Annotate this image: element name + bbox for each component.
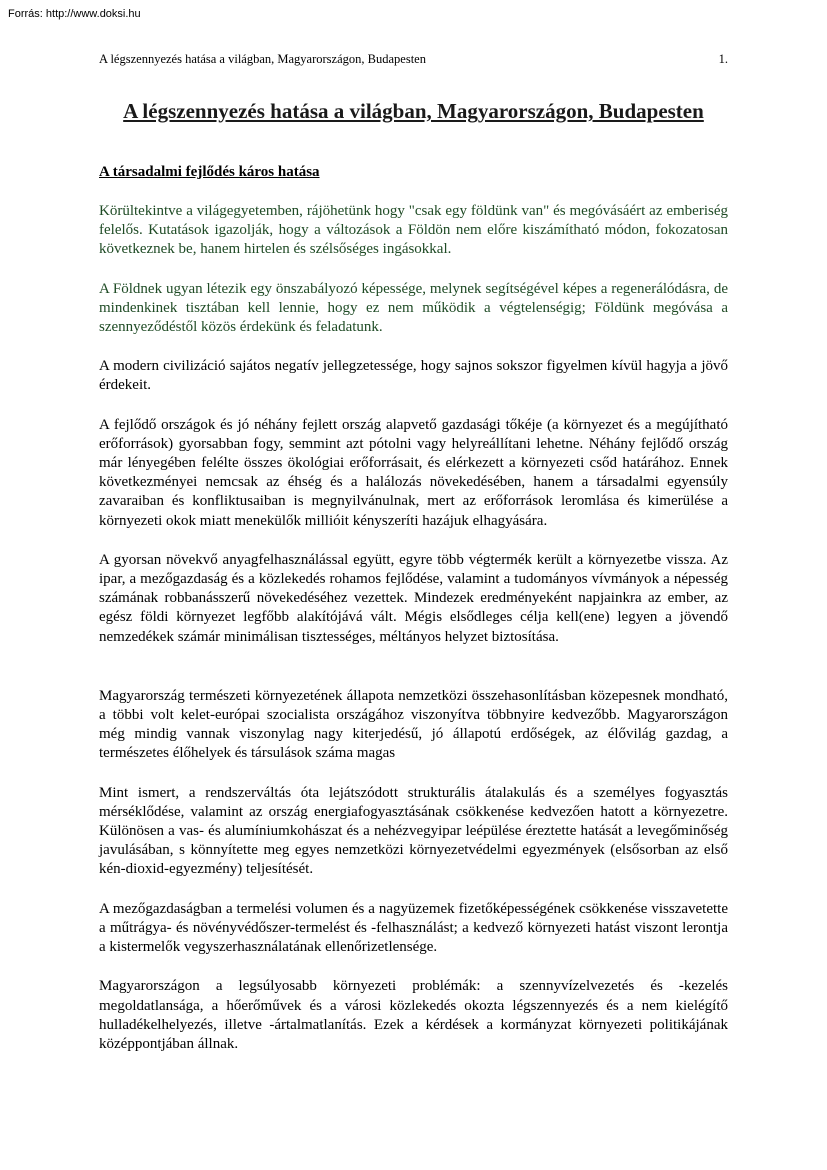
paragraph: A Földnek ugyan létezik egy önszabályozó képessége, melynek segítségével képes a regenerálódásra, de mindenkinek tisztában kell lennie, hogy ez nem működik a végtelenségig; Földünk megóvása a szennyeződéstől közös érdekünk és feladatunk. [99, 280, 728, 336]
body-text [99, 202, 728, 1074]
paragraph: Magyarország természeti környezetének állapota nemzetközi összehasonlításban közepesnek mondható, a többi volt kelet-európai szocialista országához viszonyítva többnyire kedvezőbb. Magyarországon még mindig vannak viszonylag nagy kiterjedésű, jó állapotú erdőségek, az élővilág gazdag, a természetes élőhelyek és társulások száma magas [99, 687, 728, 762]
running-title: A légszennyezés hatása a világban, Magyarországon, Budapesten [99, 52, 426, 66]
running-header [99, 52, 728, 67]
paragraph: Mint ismert, a rendszerváltás óta lejátszódott strukturális átalakulás és a személyes fogyasztás mérséklődése, valamint az ország energiafogyasztásának csökkenése kedvezően hatott a környezetre. Különösen a vas- és alumíniumkohászat és a nehézvegyipar leépülése éreztette hatását a levegőminőség javulásában, s könnyítette meg egyes nemzetközi környezetvédelmi egyezmények (elsősorban az első kén-dioxid-egyezmény) teljesítését. [99, 784, 728, 878]
page-number: 1. [718, 52, 728, 66]
paragraph: A gyorsan növekvő anyagfelhasználással együtt, egyre több végtermék került a környezetbe vissza. Az ipar, a mezőgazdaság és a közlekedés rohamos fejlődése, valamint a tudományos vívmányok a népesség számának robbanásszerű növekedéséhez vezettek. Mindezek eredményeként napjainkra az ember, az egész földi környezet legfőbb alakítójává vált. Mégis elsődleges célja kell(ene) legyen a jövendő nemzedékek számár minimálisan tisztességes, méltányos helyzet biztosítása. [99, 551, 728, 645]
paragraph: A modern civilizáció sajátos negatív jellegzetessége, hogy sajnos sokszor figyelmen kívül hagyja a jövő érdekeit. [99, 358, 728, 394]
paragraph: Körültekintve a világegyetemben, rájöhetünk hogy "csak egy földünk van" és megóvásáért az emberiség felelős. Kutatások igazolják, hogy a változások a Földön nem előre kiszámítható módon, fokozatosan következnek be, hanem hirtelen és szélsőséges ingásokkal. [99, 203, 728, 258]
paragraph: Magyarországon a legsúlyosabb környezeti problémák: a szennyvízelvezetés és -kezelés megoldatlansága, a hőerőművek és a városi közlekedés okozta légszennyezés és a nem kielégítő hulladékelhelyezés, illetve -ártalmatlanítás. Ezek a kérdések a kormányzat környezeti politikájának középpontjában állnak. [99, 978, 728, 1052]
document-title: A légszennyezés hatása a világban, Magyarországon, Budapesten [123, 99, 704, 123]
paragraph: A mezőgazdaságban a termelési volumen és a nagyüzemek fizetőképességének csökkenése visszavetette a műtrágya- és növényvédőszer-termelést és -felhasználást; a kedvező környezeti hatást viszont lerontja a kistermelők vegyszerhasználatának ellenőrizetlensége. [99, 900, 728, 956]
paragraph: A fejlődő országok és jó néhány fejlett ország alapvető gazdasági tőkéje (a környezet és a megújítható erőforrások) gyorsabban fogy, semmint azt pótolni vagy helyreállítani lehetne. Néhány fejlődő ország már lényegében felélte összes ökológiai erőforrásait, és elérkezett a környezeti csőd határához. Ennek következményei nemcsak az éhség és a halálozás növekedésében, hanem a társadalmi egyensúly zavaraiban és konfliktusaiban is megnyilvánulnak, mert az erőforrások leromlása és kimerülése a környezeti okok miatt menekülők millióit kényszeríti hazájuk elhagyására. [99, 416, 728, 529]
source-line: Forrás: http://www.doksi.hu [8, 8, 141, 20]
section-title: A társadalmi fejlődés káros hatása [99, 164, 320, 180]
